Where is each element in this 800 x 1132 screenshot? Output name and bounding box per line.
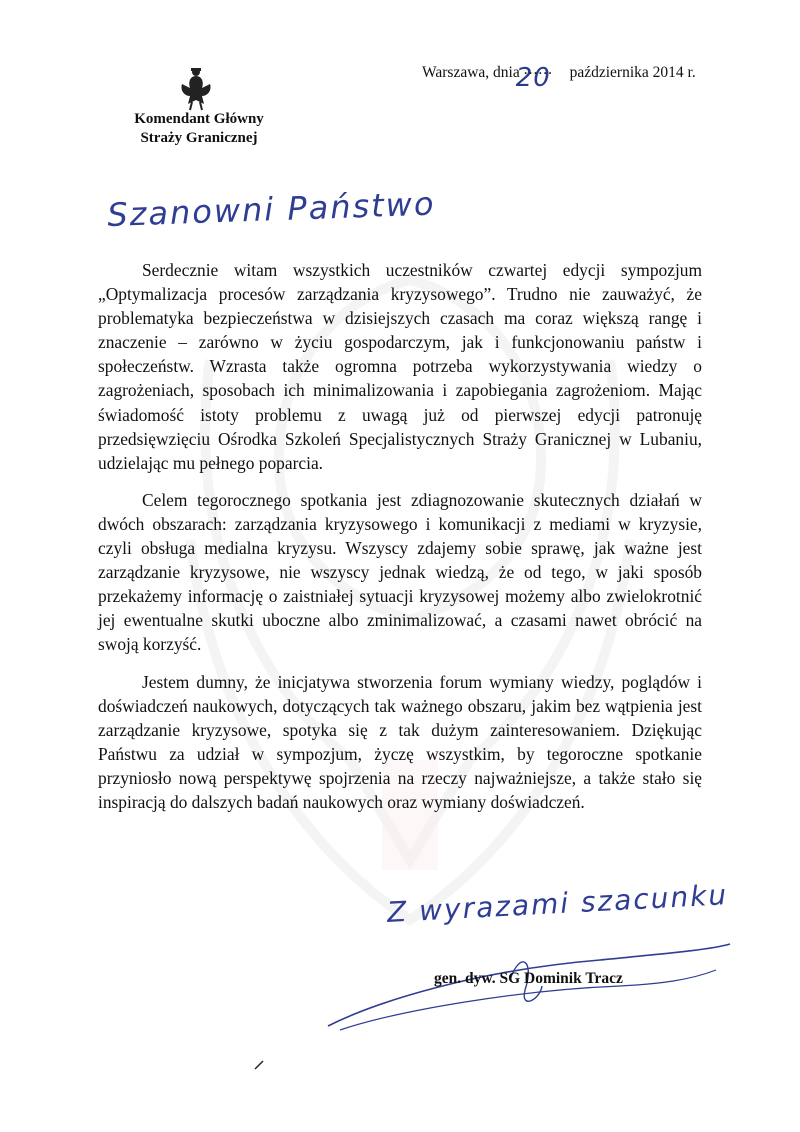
- date-day-handwritten: 20: [515, 63, 551, 93]
- issuer-block: [104, 110, 294, 148]
- letter-body: [98, 258, 702, 827]
- closing-handwritten: Z wyrazami szacunku: [386, 878, 729, 929]
- paragraph-3: Jestem dumny, że inicjatywa stworzenia forum wymiany wiedzy, poglądów i doświadczeń naukowych, dotyczących tak ważnego obszaru, jakim bez wątpienia jest zarządzanie kryzysowe, spotyka się z tak dużym zainteresowaniem. Dziękując Państwu za udział w sympozjum, życzę wszystkim, by tegoroczne spotkanie przyniosło nową perspektywę spojrzenia na rzeczy najważniejsze, a także stało się inspiracją do dalszych badań naukowych oraz wymiany doświadczeń.: [98, 671, 702, 812]
- issuer-line-1: Komendant Główny: [134, 111, 264, 127]
- signer-name: gen. dyw. SG Dominik Tracz: [434, 970, 623, 987]
- date-line: [422, 63, 696, 93]
- paragraph-2: Celem tegorocznego spotkania jest zdiagnozowanie skutecznych działań w dwóch obszarach: zarządzania kryzysowego i komunikacji z mediami w kryzysie, czyli obsługa medialna kryzysu. Wszyscy zdajemy sobie sprawę, jak ważne jest zarządzanie kryzysowe, nie wszyscy jednak wiedzą, że od tego, w jaki sposób przekażemy informację o zaistniałej sytuacji kryzysowej możemy albo zwielokrotnić jej ewentualne skutki uboczne albo zminimalizować, a czasami nawet obrócić na swoją korzyść.: [98, 489, 702, 655]
- date-prefix: Warszawa, dnia: [422, 64, 520, 81]
- stray-mark: [254, 1060, 264, 1070]
- eagle-emblem-icon: [176, 66, 216, 112]
- paragraph-1: Serdecznie witam wszystkich uczestników czwartej edycji sympozjum „Optymalizacja procesów zarządzania kryzysowego”. Trudno nie zauważyć, że problematyka bezpieczeństwa w dzisiejszych czasach ma coraz większą rangę i znaczenie – zarówno w życiu gospodarczym, jak i funkcjonowaniu państw i społeczeństw. Wzrasta także ogromna potrzeba wykorzystywania wiedzy o zagrożeniach, sposobach ich minimalizowania i zapobiegania zagrożeniom. Mając świadomość istoty problemu z uwagą już od pierwszej edycji patronuję przedsięwzięciu Ośrodka Szkoleń Specjalistycznych Straży Granicznej w Lubaniu, udzielając mu pełnego poparcia.: [98, 260, 702, 473]
- date-suffix: października 2014 r.: [569, 64, 696, 81]
- salutation-handwritten: Szanowni Państwo: [106, 184, 437, 234]
- issuer-line-2: Straży Granicznej: [140, 130, 258, 146]
